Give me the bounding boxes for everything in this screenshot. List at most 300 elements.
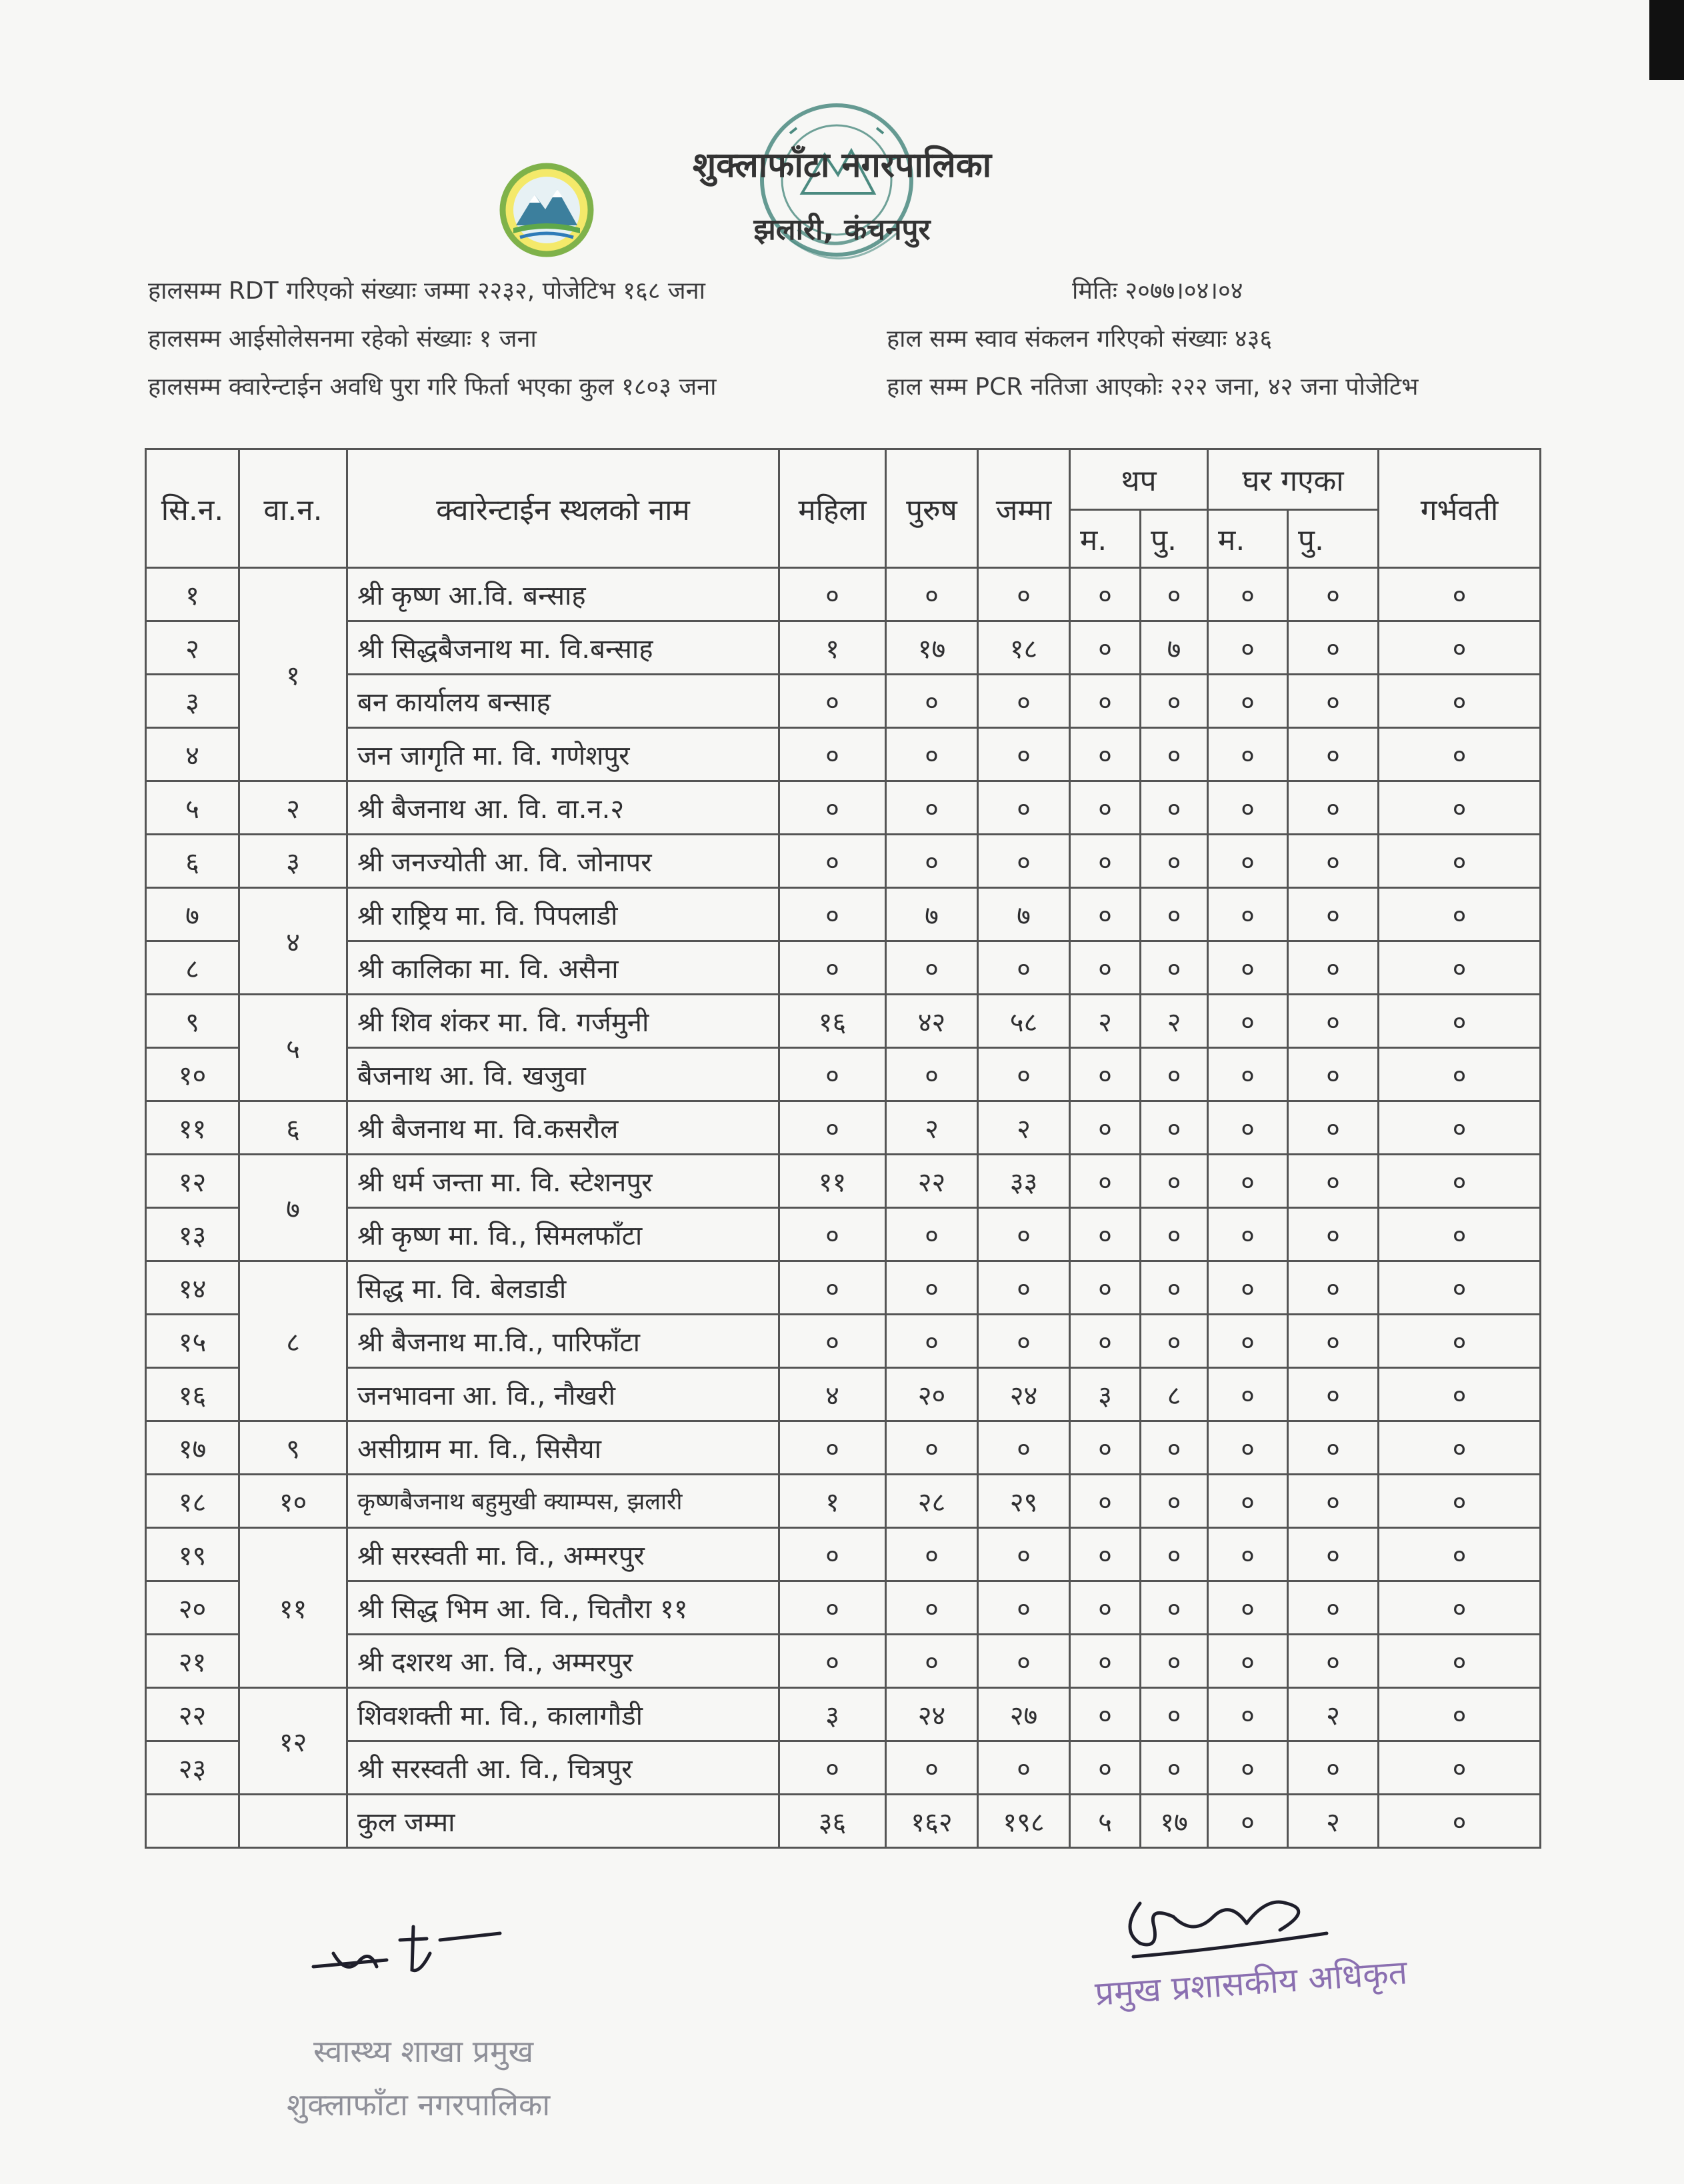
male-cell: ०: [886, 1741, 978, 1795]
extra-male-cell: ०: [1141, 835, 1208, 888]
table-row: [146, 1741, 1541, 1795]
extra-female-cell: ०: [1070, 1261, 1141, 1315]
home-female-cell: ०: [1208, 1421, 1288, 1475]
female-cell: १: [779, 1475, 886, 1528]
pregnant-cell: ०: [1379, 1101, 1541, 1155]
male-cell: २२: [886, 1155, 978, 1208]
sn-cell: १६: [146, 1368, 239, 1421]
ward-cell: ७: [239, 1155, 347, 1261]
sn-cell: २२: [146, 1688, 239, 1741]
table-row: [146, 1421, 1541, 1475]
total-cell: ०: [978, 568, 1070, 621]
extra-female-cell: ०: [1070, 941, 1141, 995]
total-extra-female-cell: ५: [1070, 1795, 1141, 1848]
health-chief-signature: [307, 1913, 507, 1987]
ward-cell: ५: [239, 995, 347, 1101]
pregnant-cell: ०: [1379, 941, 1541, 995]
male-cell: ०: [886, 1528, 978, 1581]
pregnant-cell: ०: [1379, 1368, 1541, 1421]
extra-male-cell: ०: [1141, 728, 1208, 781]
home-female-cell: ०: [1208, 1528, 1288, 1581]
male-cell: ०: [886, 781, 978, 835]
pregnant-cell: ०: [1379, 1581, 1541, 1635]
female-cell: ०: [779, 1208, 886, 1261]
place-name-cell: श्री कृष्ण आ.वि. बन्साह: [347, 568, 779, 621]
sn-cell: ३: [146, 675, 239, 728]
home-male-cell: ०: [1288, 1101, 1379, 1155]
extra-male-cell: ०: [1141, 1688, 1208, 1741]
table-row: [146, 1261, 1541, 1315]
male-cell: ०: [886, 1261, 978, 1315]
total-cell: ०: [978, 781, 1070, 835]
extra-male-cell: ०: [1141, 1528, 1208, 1581]
extra-female-cell: ०: [1070, 1315, 1141, 1368]
home-male-cell: ०: [1288, 728, 1379, 781]
extra-male-cell: २: [1141, 995, 1208, 1048]
total-extra-male-cell: १७: [1141, 1795, 1208, 1848]
extra-male-cell: ०: [1141, 1315, 1208, 1368]
female-cell: ०: [779, 568, 886, 621]
place-name-cell: जनभावना आ. वि., नौखरी: [347, 1368, 779, 1421]
home-female-cell: ०: [1208, 1581, 1288, 1635]
place-name-cell: श्री सिद्ध भिम आ. वि., चितौरा ११: [347, 1581, 779, 1635]
male-cell: २८: [886, 1475, 978, 1528]
home-male-cell: ०: [1288, 1475, 1379, 1528]
office-seal-stamp: [750, 93, 923, 293]
extra-male-cell: ०: [1141, 1741, 1208, 1795]
table-row: [146, 1635, 1541, 1688]
home-male-cell: ०: [1288, 1368, 1379, 1421]
home-female-cell: ०: [1208, 1261, 1288, 1315]
place-name-cell: जन जागृति मा. वि. गणेशपुर: [347, 728, 779, 781]
female-cell: ०: [779, 1315, 886, 1368]
quarantine-report-table: [145, 448, 1541, 1849]
header-went-home: घर गएका: [1208, 449, 1379, 510]
header-pregnant: गर्भवती: [1379, 449, 1541, 568]
extra-male-cell: ०: [1141, 675, 1208, 728]
sn-cell: २३: [146, 1741, 239, 1795]
table-row: [146, 675, 1541, 728]
extra-female-cell: ०: [1070, 835, 1141, 888]
report-date: मितिः २०७७।०४।०४: [1072, 277, 1243, 305]
home-male-cell: ०: [1288, 621, 1379, 675]
extra-female-cell: ०: [1070, 1741, 1141, 1795]
place-name-cell: श्री शिव शंकर मा. वि. गर्जमुनी: [347, 995, 779, 1048]
table-row: [146, 1528, 1541, 1581]
extra-male-cell: ०: [1141, 1581, 1208, 1635]
ward-cell: १२: [239, 1688, 347, 1795]
quarantine-returned-text: हालसम्म क्वारेन्टाईन अवधि पुरा गरि फिर्ता भएका कुल १८०३ जना: [148, 373, 717, 401]
total-cell: ०: [978, 1528, 1070, 1581]
extra-male-cell: ०: [1141, 568, 1208, 621]
header-ward: वा.न.: [239, 449, 347, 568]
isolation-count-text: हालसम्म आईसोलेसनमा रहेको संख्याः १ जना: [148, 325, 537, 353]
male-cell: ०: [886, 1421, 978, 1475]
female-cell: ०: [779, 941, 886, 995]
male-cell: ०: [886, 835, 978, 888]
home-female-cell: ०: [1208, 1688, 1288, 1741]
male-cell: ०: [886, 1581, 978, 1635]
total-cell: २४: [978, 1368, 1070, 1421]
home-male-cell: ०: [1288, 835, 1379, 888]
female-cell: ३: [779, 1688, 886, 1741]
extra-male-cell: ०: [1141, 1101, 1208, 1155]
sn-cell: १२: [146, 1155, 239, 1208]
male-cell: २: [886, 1101, 978, 1155]
sn-cell: १८: [146, 1475, 239, 1528]
table-row: [146, 1368, 1541, 1421]
pregnant-cell: ०: [1379, 1741, 1541, 1795]
male-cell: ०: [886, 568, 978, 621]
home-male-cell: ०: [1288, 1635, 1379, 1688]
pregnant-cell: ०: [1379, 835, 1541, 888]
sn-cell: १९: [146, 1528, 239, 1581]
extra-male-cell: ०: [1141, 888, 1208, 941]
place-name-cell: असीग्राम मा. वि., सिसैया: [347, 1421, 779, 1475]
home-male-cell: ०: [1288, 1528, 1379, 1581]
total-home-male-cell: २: [1288, 1795, 1379, 1848]
home-male-cell: ०: [1288, 1155, 1379, 1208]
table-row: [146, 728, 1541, 781]
home-female-cell: ०: [1208, 995, 1288, 1048]
table-row: [146, 1581, 1541, 1635]
extra-male-cell: ०: [1141, 1475, 1208, 1528]
extra-male-cell: ०: [1141, 1635, 1208, 1688]
female-cell: ०: [779, 1421, 886, 1475]
sn-cell: ११: [146, 1101, 239, 1155]
pregnant-cell: ०: [1379, 1688, 1541, 1741]
pregnant-cell: ०: [1379, 1261, 1541, 1315]
ward-cell: २: [239, 781, 347, 835]
extra-female-cell: ०: [1070, 1208, 1141, 1261]
male-cell: ०: [886, 675, 978, 728]
home-male-cell: ०: [1288, 1261, 1379, 1315]
place-name-cell: श्री दशरथ आ. वि., अम्मरपुर: [347, 1635, 779, 1688]
female-cell: ०: [779, 835, 886, 888]
male-cell: ४२: [886, 995, 978, 1048]
rdt-count-text: हालसम्म RDT गरिएको संख्याः जम्मा २२३२, पोजेटिभ १६८ जना: [148, 277, 705, 305]
extra-male-cell: ०: [1141, 941, 1208, 995]
pregnant-cell: ०: [1379, 1635, 1541, 1688]
place-name-cell: बैजनाथ आ. वि. खजुवा: [347, 1048, 779, 1101]
place-name-cell: श्री सरस्वती आ. वि., चित्रपुर: [347, 1741, 779, 1795]
extra-female-cell: ०: [1070, 568, 1141, 621]
sn-cell: १०: [146, 1048, 239, 1101]
extra-female-cell: ०: [1070, 888, 1141, 941]
table-row: [146, 1048, 1541, 1101]
extra-female-cell: ०: [1070, 1688, 1141, 1741]
home-female-cell: ०: [1208, 835, 1288, 888]
female-cell: ०: [779, 1101, 886, 1155]
male-cell: ०: [886, 728, 978, 781]
extra-male-cell: ०: [1141, 1048, 1208, 1101]
female-cell: ०: [779, 1741, 886, 1795]
table-body: [146, 568, 1541, 1848]
female-cell: १: [779, 621, 886, 675]
total-female-cell: ३६: [779, 1795, 886, 1848]
male-cell: ०: [886, 1208, 978, 1261]
extra-male-cell: ८: [1141, 1368, 1208, 1421]
home-male-cell: ०: [1288, 941, 1379, 995]
total-cell: ०: [978, 1741, 1070, 1795]
sn-cell: ६: [146, 835, 239, 888]
sn-cell: २: [146, 621, 239, 675]
swab-count-text: हाल सम्म स्वाव संकलन गरिएको संख्याः ४३६: [887, 325, 1273, 353]
male-cell: ०: [886, 1048, 978, 1101]
ward-cell: ६: [239, 1101, 347, 1155]
female-cell: ४: [779, 1368, 886, 1421]
table-row: [146, 1688, 1541, 1741]
home-male-cell: ०: [1288, 675, 1379, 728]
home-female-cell: ०: [1208, 621, 1288, 675]
header-female: महिला: [779, 449, 886, 568]
total-cell: २: [978, 1101, 1070, 1155]
place-name-cell: श्री राष्ट्रिय मा. वि. पिपलाडी: [347, 888, 779, 941]
home-male-cell: ०: [1288, 1208, 1379, 1261]
place-name-cell: श्री बैजनाथ आ. वि. वा.न.२: [347, 781, 779, 835]
female-cell: ०: [779, 1528, 886, 1581]
place-name-cell: श्री जनज्योती आ. वि. जोनापर: [347, 835, 779, 888]
extra-female-cell: ०: [1070, 728, 1141, 781]
sn-cell: २०: [146, 1581, 239, 1635]
extra-female-cell: ०: [1070, 1048, 1141, 1101]
header-home-male: पु.: [1288, 510, 1379, 568]
table-row: [146, 888, 1541, 941]
extra-female-cell: ०: [1070, 1635, 1141, 1688]
home-female-cell: ०: [1208, 728, 1288, 781]
home-male-cell: ०: [1288, 1581, 1379, 1635]
total-cell: ०: [978, 1208, 1070, 1261]
male-cell: ७: [886, 888, 978, 941]
ward-cell: १०: [239, 1475, 347, 1528]
total-label-cell: कुल जम्मा: [347, 1795, 779, 1848]
extra-female-cell: ०: [1070, 1155, 1141, 1208]
total-cell: ३३: [978, 1155, 1070, 1208]
female-cell: ११: [779, 1155, 886, 1208]
ward-cell: १: [239, 568, 347, 781]
extra-female-cell: ०: [1070, 1581, 1141, 1635]
empty-cell: [239, 1795, 347, 1848]
table-row: [146, 995, 1541, 1048]
male-cell: २०: [886, 1368, 978, 1421]
female-cell: ०: [779, 888, 886, 941]
sn-cell: ७: [146, 888, 239, 941]
extra-male-cell: ७: [1141, 621, 1208, 675]
extra-female-cell: ०: [1070, 1101, 1141, 1155]
header-sn: सि.न.: [146, 449, 239, 568]
table-row: [146, 1155, 1541, 1208]
female-cell: ०: [779, 1635, 886, 1688]
health-chief-title-stamp: स्वास्थ्य शाखा प्रमुख: [313, 2033, 534, 2069]
total-cell: ०: [978, 941, 1070, 995]
municipality-address: झलारी, कंचनपुर: [753, 213, 931, 247]
sn-cell: १५: [146, 1315, 239, 1368]
pregnant-cell: ०: [1379, 1208, 1541, 1261]
pregnant-cell: ०: [1379, 888, 1541, 941]
sn-cell: १: [146, 568, 239, 621]
ward-cell: ३: [239, 835, 347, 888]
chief-officer-title-stamp: प्रमुख प्रशासकीय अधिकृत: [1093, 1953, 1409, 2013]
pcr-result-text: हाल सम्म PCR नतिजा आएकोः २२२ जना, ४२ जना पोजेटिभ: [887, 373, 1419, 401]
extra-female-cell: ३: [1070, 1368, 1141, 1421]
place-name-cell: श्री कालिका मा. वि. असैना: [347, 941, 779, 995]
empty-cell: [146, 1795, 239, 1848]
sn-cell: १३: [146, 1208, 239, 1261]
table-row: [146, 568, 1541, 621]
header-male: पुरुष: [886, 449, 978, 568]
header-place: क्वारेन्टाईन स्थलको नाम: [347, 449, 779, 568]
total-cell: ०: [978, 1635, 1070, 1688]
sn-cell: २१: [146, 1635, 239, 1688]
female-cell: ०: [779, 781, 886, 835]
home-female-cell: ०: [1208, 1475, 1288, 1528]
female-cell: ०: [779, 1581, 886, 1635]
table-row: [146, 1208, 1541, 1261]
total-male-cell: १६२: [886, 1795, 978, 1848]
table-row: [146, 621, 1541, 675]
home-female-cell: ०: [1208, 1635, 1288, 1688]
total-cell: ०: [978, 1048, 1070, 1101]
ward-cell: ११: [239, 1528, 347, 1688]
health-chief-org-stamp: शुक्लाफाँटा नगरपालिका: [287, 2087, 551, 2123]
place-name-cell: कृष्णबैजनाथ बहुमुखी क्याम्पस, झलारी: [347, 1475, 779, 1528]
extra-male-cell: ०: [1141, 1208, 1208, 1261]
header-extra-male: पु.: [1141, 510, 1208, 568]
sn-cell: १४: [146, 1261, 239, 1315]
total-cell: ०: [978, 835, 1070, 888]
total-cell: ०: [978, 1315, 1070, 1368]
extra-female-cell: ०: [1070, 675, 1141, 728]
home-female-cell: ०: [1208, 1741, 1288, 1795]
extra-female-cell: ०: [1070, 781, 1141, 835]
pregnant-cell: ०: [1379, 1315, 1541, 1368]
home-male-cell: ०: [1288, 1315, 1379, 1368]
pregnant-cell: ०: [1379, 568, 1541, 621]
home-male-cell: ०: [1288, 888, 1379, 941]
total-cell: २९: [978, 1475, 1070, 1528]
pregnant-cell: ०: [1379, 1048, 1541, 1101]
extra-female-cell: ०: [1070, 1421, 1141, 1475]
total-cell: ०: [978, 1261, 1070, 1315]
table-row: [146, 941, 1541, 995]
home-female-cell: ०: [1208, 675, 1288, 728]
home-female-cell: ०: [1208, 1048, 1288, 1101]
pregnant-cell: ०: [1379, 1528, 1541, 1581]
municipality-title: शुक्लाफाँटा नगरपालिका: [692, 145, 992, 185]
extra-female-cell: ०: [1070, 1475, 1141, 1528]
home-male-cell: ०: [1288, 568, 1379, 621]
sn-cell: ९: [146, 995, 239, 1048]
table-row: [146, 1101, 1541, 1155]
female-cell: ०: [779, 675, 886, 728]
total-cell: ०: [978, 728, 1070, 781]
place-name-cell: शिवशक्ती मा. वि., कालागौडी: [347, 1688, 779, 1741]
ward-cell: ८: [239, 1261, 347, 1421]
home-female-cell: ०: [1208, 941, 1288, 995]
home-female-cell: ०: [1208, 888, 1288, 941]
extra-female-cell: ०: [1070, 1528, 1141, 1581]
extra-female-cell: २: [1070, 995, 1141, 1048]
male-cell: २४: [886, 1688, 978, 1741]
total-cell: ०: [978, 675, 1070, 728]
total-cell: ०: [978, 1581, 1070, 1635]
sn-cell: ५: [146, 781, 239, 835]
total-row: [146, 1795, 1541, 1848]
pregnant-cell: ०: [1379, 995, 1541, 1048]
header-home-female: म.: [1208, 510, 1288, 568]
extra-female-cell: ०: [1070, 621, 1141, 675]
place-name-cell: सिद्ध मा. वि. बेलडाडी: [347, 1261, 779, 1315]
header-extra-female: म.: [1070, 510, 1141, 568]
home-female-cell: ०: [1208, 1101, 1288, 1155]
page-edge: [1649, 0, 1684, 80]
place-name-cell: श्री धर्म जन्ता मा. वि. स्टेशनपुर: [347, 1155, 779, 1208]
female-cell: १६: [779, 995, 886, 1048]
home-male-cell: ०: [1288, 995, 1379, 1048]
pregnant-cell: ०: [1379, 781, 1541, 835]
place-name-cell: श्री बैजनाथ मा.वि., पारिफाँटा: [347, 1315, 779, 1368]
ward-cell: ९: [239, 1421, 347, 1475]
table-row: [146, 781, 1541, 835]
table-row: [146, 1315, 1541, 1368]
male-cell: ०: [886, 1635, 978, 1688]
home-female-cell: ०: [1208, 1208, 1288, 1261]
header-extra: थप: [1070, 449, 1208, 510]
extra-male-cell: ०: [1141, 781, 1208, 835]
pregnant-cell: ०: [1379, 1421, 1541, 1475]
pregnant-cell: ०: [1379, 728, 1541, 781]
sn-cell: १७: [146, 1421, 239, 1475]
total-cell: ०: [978, 1421, 1070, 1475]
home-male-cell: ०: [1288, 1421, 1379, 1475]
male-cell: १७: [886, 621, 978, 675]
sn-cell: ४: [146, 728, 239, 781]
header-total: जम्मा: [978, 449, 1070, 568]
place-name-cell: श्री सिद्धबैजनाथ मा. वि.बन्साह: [347, 621, 779, 675]
place-name-cell: बन कार्यालय बन्साह: [347, 675, 779, 728]
home-female-cell: ०: [1208, 781, 1288, 835]
table-row: [146, 1475, 1541, 1528]
total-pregnant-cell: ०: [1379, 1795, 1541, 1848]
pregnant-cell: ०: [1379, 675, 1541, 728]
pregnant-cell: ०: [1379, 1155, 1541, 1208]
ward-cell: ४: [239, 888, 347, 995]
home-female-cell: ०: [1208, 568, 1288, 621]
sn-cell: ८: [146, 941, 239, 995]
home-male-cell: ०: [1288, 781, 1379, 835]
pregnant-cell: ०: [1379, 621, 1541, 675]
home-female-cell: ०: [1208, 1368, 1288, 1421]
place-name-cell: श्री सरस्वती मा. वि., अम्मरपुर: [347, 1528, 779, 1581]
male-cell: ०: [886, 1315, 978, 1368]
home-male-cell: ०: [1288, 1741, 1379, 1795]
home-male-cell: ०: [1288, 1048, 1379, 1101]
extra-male-cell: ०: [1141, 1155, 1208, 1208]
home-female-cell: ०: [1208, 1155, 1288, 1208]
total-cell: ७: [978, 888, 1070, 941]
pregnant-cell: ०: [1379, 1475, 1541, 1528]
home-female-cell: ०: [1208, 1315, 1288, 1368]
home-male-cell: २: [1288, 1688, 1379, 1741]
total-total-cell: १९८: [978, 1795, 1070, 1848]
table-row: [146, 835, 1541, 888]
female-cell: ०: [779, 1261, 886, 1315]
extra-male-cell: ०: [1141, 1261, 1208, 1315]
total-home-female-cell: ०: [1208, 1795, 1288, 1848]
extra-male-cell: ०: [1141, 1421, 1208, 1475]
total-cell: १८: [978, 621, 1070, 675]
total-cell: ५८: [978, 995, 1070, 1048]
